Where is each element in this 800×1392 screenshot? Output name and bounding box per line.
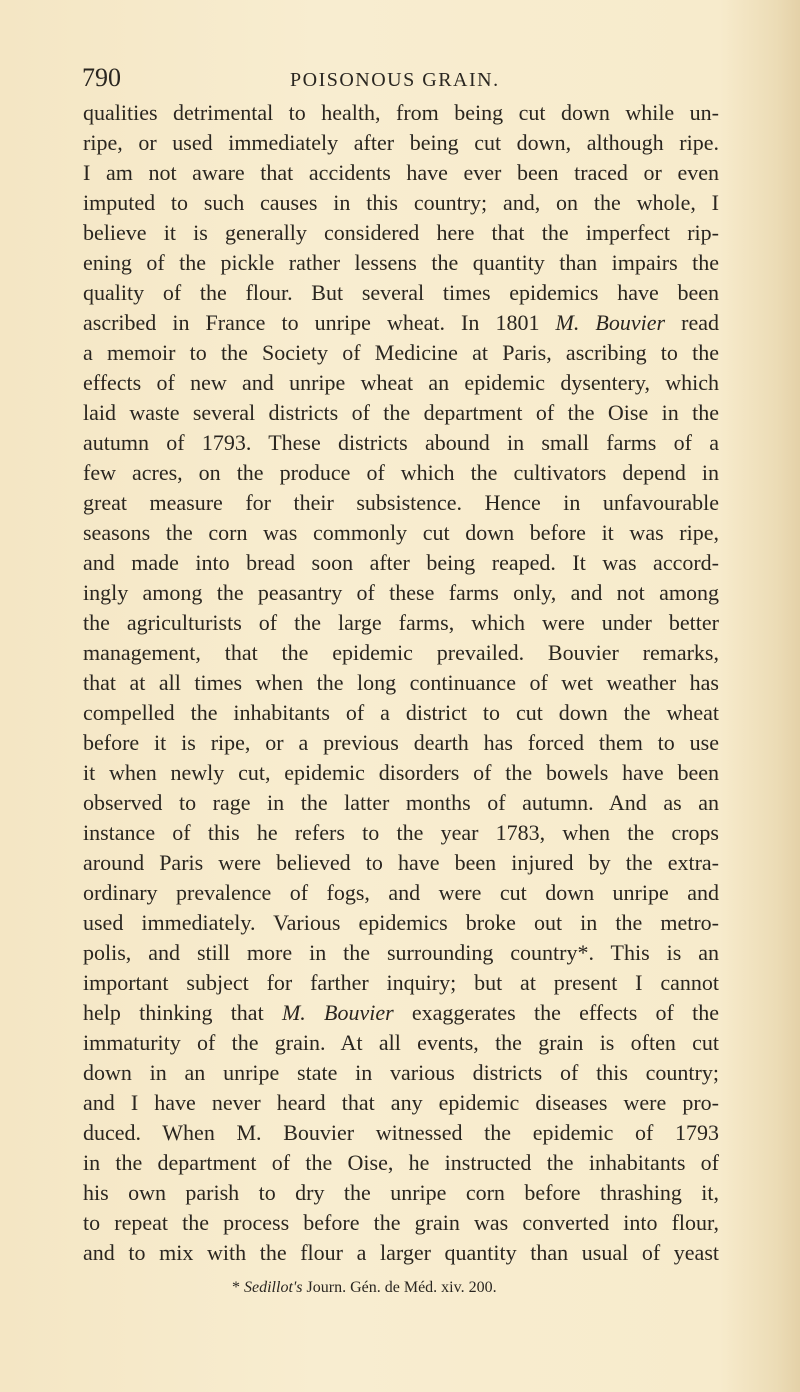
text-line: used immediately. Various epidemics broke out in the metro-: [83, 910, 719, 935]
body-text: [83, 98, 719, 1268]
text-line: a memoir to the Society of Medicine at Paris, ascribing to the: [83, 340, 719, 365]
page-number: 790: [82, 63, 121, 92]
text-line: ascribed in France to unripe wheat. In 1801 M. Bouvier read: [83, 310, 720, 335]
text-line: few acres, on the produce of which the cultivators depend in: [83, 460, 719, 485]
text-line: important subject for farther inquiry; but at present I cannot: [83, 970, 719, 995]
text-line: management, that the epidemic prevailed. Bouvier remarks,: [83, 640, 719, 665]
text-line: duced. When M. Bouvier witnessed the epidemic of 1793: [83, 1120, 719, 1145]
text-line: quality of the flour. But several times epidemics have been: [83, 280, 719, 305]
text-line: to repeat the process before the grain was converted into flour,: [83, 1210, 719, 1235]
text-line: I am not aware that accidents have ever been traced or even: [83, 160, 719, 185]
text-line: compelled the inhabitants of a district to cut down the wheat: [83, 700, 719, 725]
text-line: laid waste several districts of the department of the Oise in the: [83, 400, 719, 425]
text-line: and made into bread soon after being reaped. It was accord-: [83, 550, 719, 575]
footnote-citation: Journ. Gén. de Méd. xiv. 200.: [302, 1279, 497, 1296]
text-line: effects of new and unripe wheat an epidemic dysentery, which: [83, 370, 719, 395]
text-line: imputed to such causes in this country; and, on the whole, I: [83, 190, 719, 215]
text-line: seasons the corn was commonly cut down before it was ripe,: [83, 520, 719, 545]
text-line: instance of this he refers to the year 1783, when the crops: [83, 820, 719, 845]
text-line: ening of the pickle rather lessens the quantity than impairs the: [83, 250, 719, 275]
text-line: before it is ripe, or a previous dearth has forced them to use: [83, 730, 719, 755]
text-line: down in an unripe state in various districts of this country;: [83, 1060, 719, 1085]
text-line: believe it is generally considered here that the imperfect rip-: [83, 220, 719, 245]
text-line: help thinking that M. Bouvier exaggerates the effects of the: [83, 1000, 719, 1025]
running-title: POISONOUS GRAIN.: [290, 69, 500, 91]
text-line: and to mix with the flour a larger quantity than usual of yeast: [83, 1240, 719, 1265]
footnote-marker: *: [232, 1279, 240, 1296]
text-line: great measure for their subsistence. Hence in unfavourable: [83, 490, 719, 515]
text-line: the agriculturists of the large farms, which were under better: [83, 610, 719, 635]
text-line: and I have never heard that any epidemic diseases were pro-: [83, 1090, 719, 1115]
text-line: that at all times when the long continuance of wet weather has: [83, 670, 719, 695]
text-line: autumn of 1793. These districts abound in small farms of a: [83, 430, 719, 455]
text-line: ordinary prevalence of fogs, and were cut down unripe and: [83, 880, 719, 905]
footnote: [232, 1278, 497, 1298]
text-line: polis, and still more in the surrounding country*. This is an: [83, 940, 719, 965]
footnote-author: Sedillot's: [244, 1279, 303, 1296]
text-line: immaturity of the grain. At all events, the grain is often cut: [83, 1030, 719, 1055]
text-line: observed to rage in the latter months of autumn. And as an: [83, 790, 719, 815]
text-line: it when newly cut, epidemic disorders of the bowels have been: [83, 760, 719, 785]
text-line: ingly among the peasantry of these farms only, and not among: [83, 580, 719, 605]
text-line: in the department of the Oise, he instructed the inhabitants of: [83, 1150, 719, 1175]
text-line: around Paris were believed to have been injured by the extra-: [83, 850, 719, 875]
text-line: his own parish to dry the unripe corn before thrashing it,: [83, 1180, 719, 1205]
text-line: ripe, or used immediately after being cut down, although ripe.: [83, 130, 719, 155]
text-line: qualities detrimental to health, from being cut down while un-: [83, 100, 719, 125]
